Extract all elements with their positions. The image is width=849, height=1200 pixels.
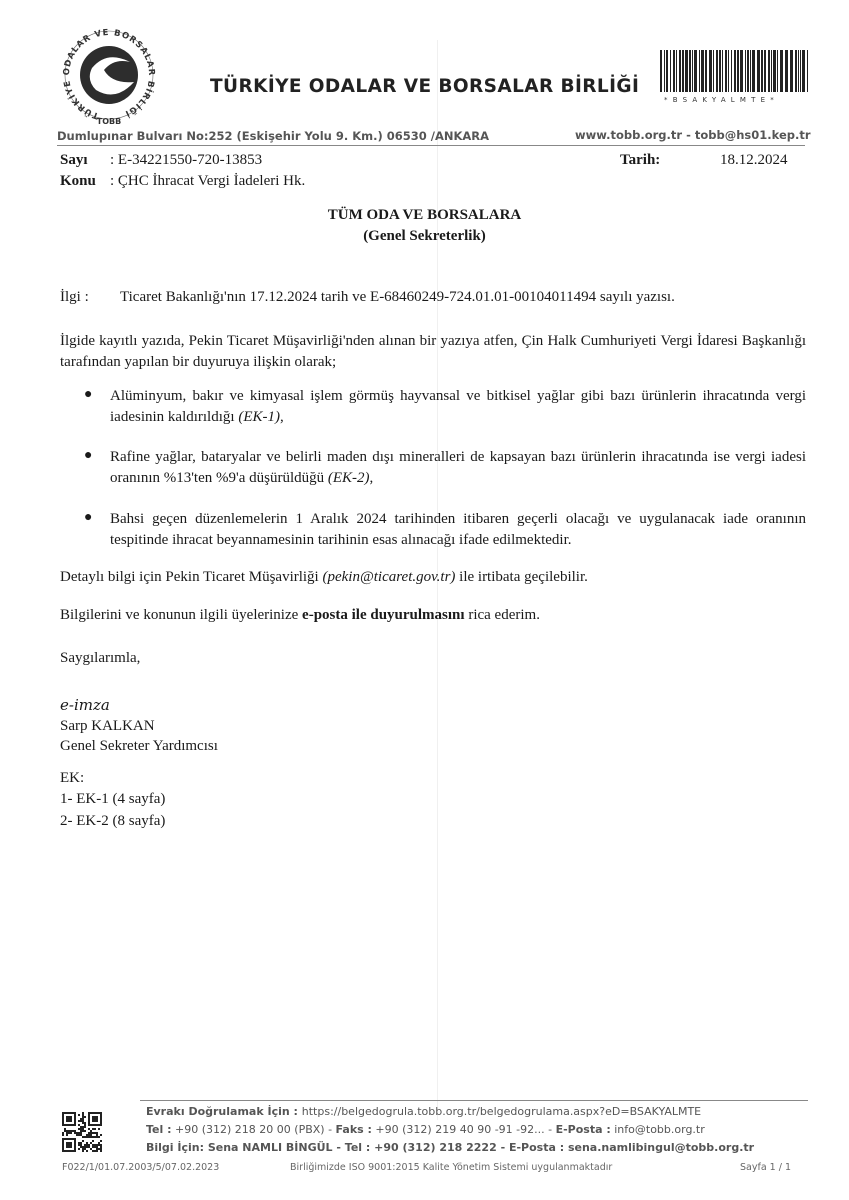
- sayi-value: : E-34221550-720-13853: [110, 152, 263, 168]
- ilgi-text: Ticaret Bakanlığı'nın 17.12.2024 tarih ve E-68460249-724.01.01-00104011494 sayılı yazısı.: [120, 289, 675, 305]
- detail-paragraph: Detaylı bilgi için Pekin Ticaret Müşavirliği (pekin@ticaret.gov.tr) ile irtibata geçilebilir.: [60, 569, 588, 585]
- verify-line: Evrakı Doğrulamak İçin : https://belgedogrula.tobb.org.tr/belgedogrulama.aspx?eD=BSAKYALMTE: [146, 1105, 702, 1118]
- ilgi-label: İlgi :: [60, 289, 89, 305]
- closing: Saygılarımla,: [60, 650, 141, 666]
- request-paragraph: Bilgilerini ve konunun ilgili üyelerinize e-posta ile duyurulmasını rica ederim.: [60, 607, 540, 623]
- signatory-title: Genel Sekreter Yardımcısı: [60, 738, 218, 754]
- iso-note: Birliğimizde ISO 9001:2015 Kalite Yönetim Sistemi uygulanmaktadır: [290, 1162, 613, 1173]
- logo-ring-text: TÜRKİYE ODALAR VE BORSALAR BİRLİĞİ: [61, 27, 157, 121]
- konu-value: : ÇHC İhracat Vergi İadeleri Hk.: [110, 173, 306, 189]
- bullet-dot: ●: [84, 510, 93, 525]
- bullet-dot: ●: [84, 387, 93, 402]
- org-title: TÜRKİYE ODALAR VE BORSALAR BİRLİĞİ: [210, 76, 640, 97]
- tarih-label: Tarih:: [620, 152, 661, 168]
- page-number: Sayfa 1 / 1: [740, 1162, 791, 1173]
- bullet-item-2: Rafine yağlar, bataryalar ve belirli maden dışı mineralleri de kapsayan bazı ürünlerin ihracatında ise vergi iadesi oranının %13'ten %9'a düşürüldüğü (EK-2),: [110, 449, 806, 486]
- web-contact: www.tobb.org.tr - tobb@hs01.kep.tr: [575, 128, 811, 142]
- header-divider: [57, 145, 805, 146]
- attachments-label: EK:: [60, 770, 85, 786]
- logo-abbr: TOBB: [96, 117, 122, 126]
- attachment-item: 1- EK-1 (4 sayfa): [60, 791, 166, 807]
- tobb-logo: [52, 20, 167, 130]
- bullet-item-3: Bahsi geçen düzenlemelerin 1 Aralık 2024 tarihinden itibaren geçerli olacağı ve uygulanacak iade oranının tespitinde ihracat beyannamesinin tarihinin esas alınacağı ifade edilmektedir.: [110, 511, 806, 548]
- signatory-name: Sarp KALKAN: [60, 718, 155, 734]
- contact-email: (pekin@ticaret.gov.tr): [322, 569, 456, 585]
- bullet-item-1: Alüminyum, bakır ve kimyasal işlem görmüş hayvansal ve bitkisel yağlar gibi bazı ürünlerin ihracatında vergi iadesinin kaldırıldığı (EK-1),: [110, 388, 806, 425]
- attachment-item: 2- EK-2 (8 sayfa): [60, 813, 166, 829]
- intro-paragraph: İlgide kayıtlı yazıda, Pekin Ticaret Müşavirliği'nden alınan bir yazıya atfen, Çin Halk Cumhuriyeti Vergi İdaresi Başkanlığı tarafından yapılan bir duyuruya ilişkin olarak;: [60, 333, 806, 370]
- address: Dumlupınar Bulvarı No:252 (Eskişehir Yolu 9. Km.) 06530 /ANKARA: [57, 129, 490, 143]
- barcode: [660, 50, 810, 92]
- recipient-line2: (Genel Sekreterlik): [363, 228, 486, 244]
- recipient-line1: TÜM ODA VE BORSALARA: [327, 207, 522, 223]
- contact-line: Bilgi İçin: Sena NAMLI BİNGÜL - Tel : +90 (312) 218 2222 - E-Posta : sena.namlibingul@tobb.org.tr: [146, 1141, 755, 1154]
- tarih-value: 18.12.2024: [720, 152, 788, 168]
- sayi-label: Sayı: [60, 152, 88, 168]
- verify-url[interactable]: https://belgedogrula.tobb.org.tr/belgedogrulama.aspx?eD=BSAKYALMTE: [301, 1105, 702, 1118]
- barcode-text: *BSAKYALMTE*: [664, 96, 779, 104]
- qr-code: [62, 1112, 102, 1152]
- footer-divider: [140, 1100, 808, 1101]
- phone-line: Tel : +90 (312) 218 20 00 (PBX) - Faks : +90 (312) 219 40 90 -91 -92... - E-Posta : info@tobb.org.tr: [146, 1123, 705, 1136]
- bullet-dot: ●: [84, 448, 93, 463]
- eimza-mark: e-imza: [60, 696, 110, 714]
- form-code: F022/1/01.07.2003/5/07.02.2023: [62, 1162, 220, 1173]
- konu-label: Konu: [60, 173, 96, 189]
